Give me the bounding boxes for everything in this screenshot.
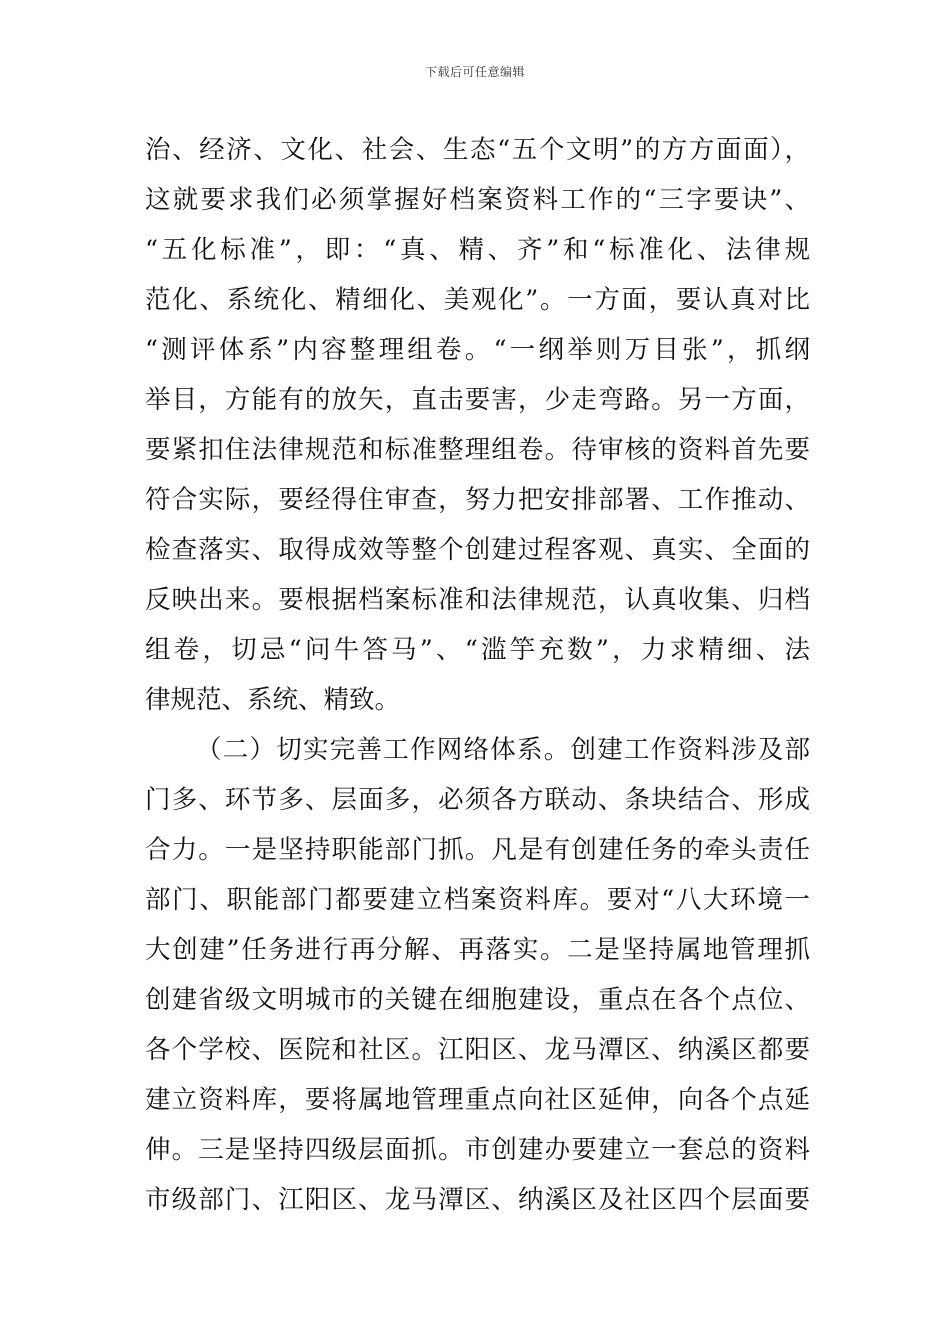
page-header: 下载后可任意编辑 <box>424 65 525 79</box>
text-line: 部门、职能部门都要建立档案资料库。要对“八大环境一 <box>145 885 810 915</box>
text-line: （二）切实完善工作网络体系。创建工作资料涉及部 <box>196 735 810 765</box>
text-line: 大创建”任务进行再分解、再落实。二是坚持属地管理抓 <box>145 935 810 965</box>
text-line: 合力。一是坚持职能部门抓。凡是有创建任务的牵头责任 <box>145 835 810 865</box>
text-line: 治、经济、文化、社会、生态“五个文明”的方方面面）， <box>145 135 810 165</box>
text-line: 伸。三是坚持四级层面抓。市创建办要建立一套总的资料 <box>145 1135 810 1165</box>
text-line: 举目，方能有的放矢，直击要害，少走弯路。另一方面， <box>145 385 810 415</box>
text-line: 市级部门、江阳区、龙马潭区、纳溪区及社区四个层面要 <box>145 1185 810 1215</box>
text-line: 创建省级文明城市的关键在细胞建设，重点在各个点位、 <box>145 985 810 1015</box>
text-line: 检查落实、取得成效等整个创建过程客观、真实、全面的 <box>145 535 810 565</box>
text-line: 律规范、系统、精致。 <box>145 685 401 715</box>
text-line: 要紧扣住法律规范和标准整理组卷。待审核的资料首先要 <box>145 435 810 465</box>
text-line: 各个学校、医院和社区。江阳区、龙马潭区、纳溪区都要 <box>145 1035 810 1065</box>
text-line: 组卷，切忌“问牛答马”、“滥竽充数”，力求精细、法 <box>145 635 810 665</box>
text-line: 范化、系统化、精细化、美观化”。一方面，要认真对比 <box>145 285 810 315</box>
text-line: 这就要求我们必须掌握好档案资料工作的“三字要诀”、 <box>145 185 810 215</box>
text-line: 门多、环节多、层面多，必须各方联动、条块结合、形成 <box>145 785 810 815</box>
text-line: “测评体系”内容整理组卷。“一纲举则万目张”，抓纲 <box>145 335 810 365</box>
text-line: 反映出来。要根据档案标准和法律规范，认真收集、归档 <box>145 585 810 615</box>
text-line: 建立资料库，要将属地管理重点向社区延伸，向各个点延 <box>145 1085 810 1115</box>
text-line: “五化标准”，即：“真、精、齐”和“标准化、法律规 <box>145 235 810 265</box>
text-line: 符合实际，要经得住审查，努力把安排部署、工作推动、 <box>145 485 810 515</box>
body-text <box>145 125 810 1225</box>
